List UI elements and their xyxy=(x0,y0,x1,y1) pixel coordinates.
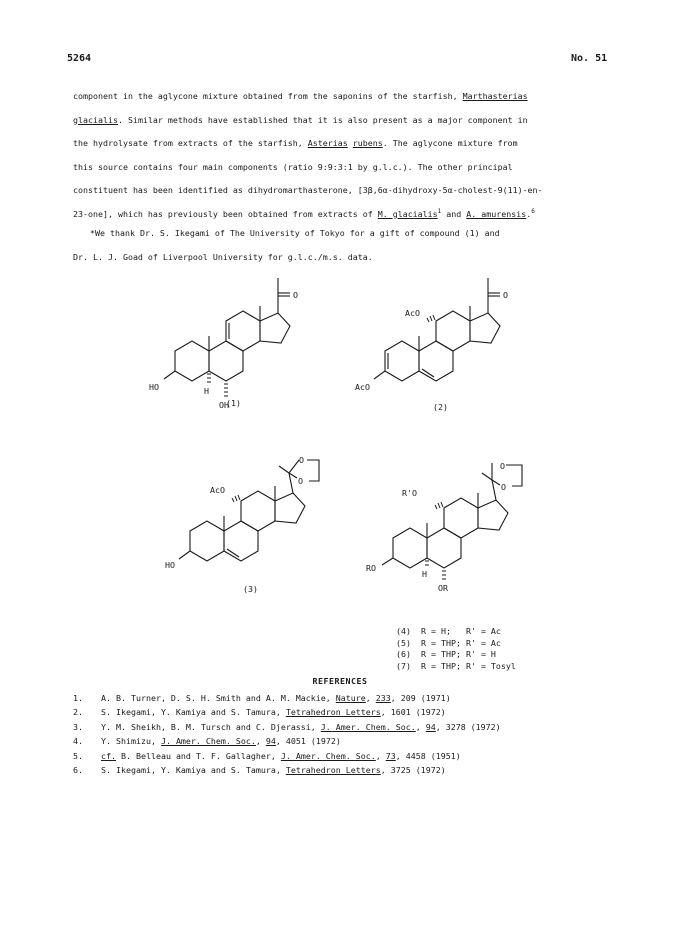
structure-3 xyxy=(155,448,340,583)
s4-ro-label: RO xyxy=(366,563,376,573)
structure-2 xyxy=(350,268,530,408)
s4-r1o-label: R'O xyxy=(402,488,417,498)
body-line-3: the hydrolysate from extracts of the starfish, Asterias rubens. The aglycone mixture from xyxy=(73,138,518,148)
reference-item: 3. Y. M. Sheikh, B. M. Tursch and C. Djerassi, J. Amer. Chem. Soc., 94, 3278 (1972) xyxy=(73,721,501,732)
ack-line-1: *We thank Dr. S. Ikegami of The University of Tokyo for a gift of compound (1) and xyxy=(90,228,500,238)
references-heading: REFERENCES xyxy=(312,676,368,686)
body-paragraph xyxy=(73,85,613,226)
s1-carbonyl-o: O xyxy=(293,290,298,300)
s3-ketal-o-top: O xyxy=(299,455,304,465)
structure-3-label: (3) xyxy=(243,584,258,594)
structure-1-label: (1) xyxy=(226,398,241,408)
body-line-4: this source contains four main components (ratio 9:9:3:1 by g.l.c.). The other principal xyxy=(73,161,513,172)
structure-4 xyxy=(358,455,543,595)
s3-ketal-o-bottom: O xyxy=(298,476,303,486)
s4-h-label: H xyxy=(422,569,427,579)
reference-item: 1. A. B. Turner, D. S. H. Smith and A. M. Mackie, Nature, 233, 209 (1971) xyxy=(73,693,451,703)
acknowledgement xyxy=(73,222,613,269)
legend-item: (5) R = THP; R' = Ac xyxy=(396,637,501,648)
legend-item: (7) R = THP; R' = Tosyl xyxy=(396,660,516,671)
s2-aco-top-label: AcO xyxy=(405,308,420,318)
issue-number: No. 51 xyxy=(571,53,608,64)
reference-item: 5. cf. B. Belleau and T. F. Gallagher, J. Amer. Chem. Soc., 73, 4458 (1951) xyxy=(73,750,461,761)
body-line-2: glacialis. Similar methods have established that it is also present as a major component in xyxy=(73,114,528,125)
s4-or-label: OR xyxy=(438,583,448,593)
legend-item: (4) R = H; R' = Ac xyxy=(396,626,501,636)
reference-item: 4. Y. Shimizu, J. Amer. Chem. Soc., 94, 4051 (1972) xyxy=(73,736,341,747)
s3-aco-label: AcO xyxy=(210,485,225,495)
ack-line-2: Dr. L. J. Goad of Liverpool University for g.l.c./m.s. data. xyxy=(73,251,373,262)
body-line-1: component in the aglycone mixture obtained from the saponins of the starfish, Marthasterias xyxy=(73,91,528,101)
structure-2-label: (2) xyxy=(433,402,448,412)
structure-1 xyxy=(140,268,320,418)
s4-ketal-o-bottom: O xyxy=(501,482,506,492)
s3-ho-label: HO xyxy=(165,560,175,570)
reference-item: 2. S. Ikegami, Y. Kamiya and S. Tamura, Tetrahedron Letters, 1601 (1972) xyxy=(73,707,446,718)
references-list xyxy=(73,691,501,777)
reference-item: 6. S. Ikegami, Y. Kamiya and S. Tamura, Tetrahedron Letters, 3725 (1972) xyxy=(73,765,446,776)
body-line-5: constituent has been identified as dihydromarthasterone, [3β,6α-dihydroxy-5α-cholest-9(11)-en- xyxy=(73,185,543,195)
compound-legend xyxy=(396,626,516,672)
s2-aco-label: AcO xyxy=(355,382,370,392)
s2-carbonyl-o: O xyxy=(503,290,508,300)
legend-item: (6) R = THP; R' = H xyxy=(396,649,496,659)
s1-h-label: H xyxy=(204,386,209,396)
s1-oh-label: OH xyxy=(219,400,229,410)
s4-ketal-o-top: O xyxy=(500,461,505,471)
page-number: 5264 xyxy=(67,53,92,64)
s1-ho-label: HO xyxy=(149,382,159,392)
body-line-6: 23-one], which has previously been obtained from extracts of M. glacialis$^1$ and A. amurensis.$^6$ xyxy=(73,207,535,219)
